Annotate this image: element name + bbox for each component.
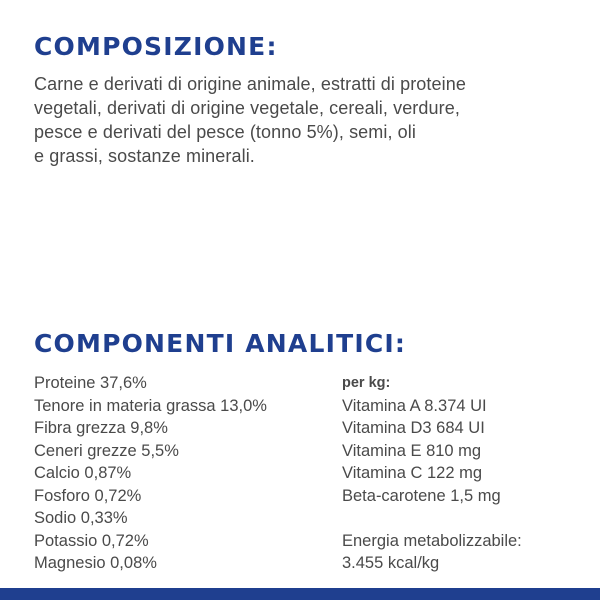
analytics-heading: COMPONENTI ANALITICI: <box>34 329 407 358</box>
composition-line: Carne e derivati di origine animale, estratti di proteine <box>34 74 466 94</box>
vitamin-e-item: Vitamina E 810 mg <box>342 441 482 460</box>
analytic-item-fiber: Fibra grezza 9,8% <box>34 419 168 437</box>
composition-line: pesce e derivati del pesce (tonno 5%), semi, oli <box>34 122 416 142</box>
analytic-item-proteins: Proteine 37,6% <box>34 374 147 392</box>
bottom-bar <box>0 588 600 600</box>
analytic-item-sodium: Sodio 0,33% <box>34 509 128 527</box>
energy-label: Energia metabolizzabile: <box>342 531 522 550</box>
composition-text <box>34 72 574 168</box>
analytic-item-potassium: Potassio 0,72% <box>34 531 149 550</box>
vitamin-c-item: Vitamina C 122 mg <box>342 464 483 482</box>
analytic-item-phosphorus: Fosforo 0,72% <box>34 486 142 505</box>
energy-value: 3.455 kcal/kg <box>342 554 440 572</box>
composition-line: e grassi, sostanze minerali. <box>34 146 255 166</box>
analytics-list-left <box>34 372 324 575</box>
vitamin-d3-item: Vitamina D3 684 UI <box>342 419 485 437</box>
beta-carotene-item: Beta-carotene 1,5 mg <box>342 486 501 505</box>
analytic-item-magnesium: Magnesio 0,08% <box>34 554 157 572</box>
spacer <box>342 507 582 530</box>
composition-line: vegetali, derivati di origine vegetale, cereali, verdure, <box>34 98 460 118</box>
analytic-item-fat: Tenore in materia grassa 13,0% <box>34 396 267 415</box>
analytics-list-right <box>342 372 582 575</box>
per-kg-heading: per kg: <box>342 375 391 391</box>
vitamin-a-item: Vitamina A 8.374 UI <box>342 396 487 415</box>
analytic-item-calcium: Calcio 0,87% <box>34 464 132 482</box>
composition-heading: COMPOSIZIONE: <box>34 32 278 61</box>
analytic-item-ash: Ceneri grezze 5,5% <box>34 441 179 460</box>
